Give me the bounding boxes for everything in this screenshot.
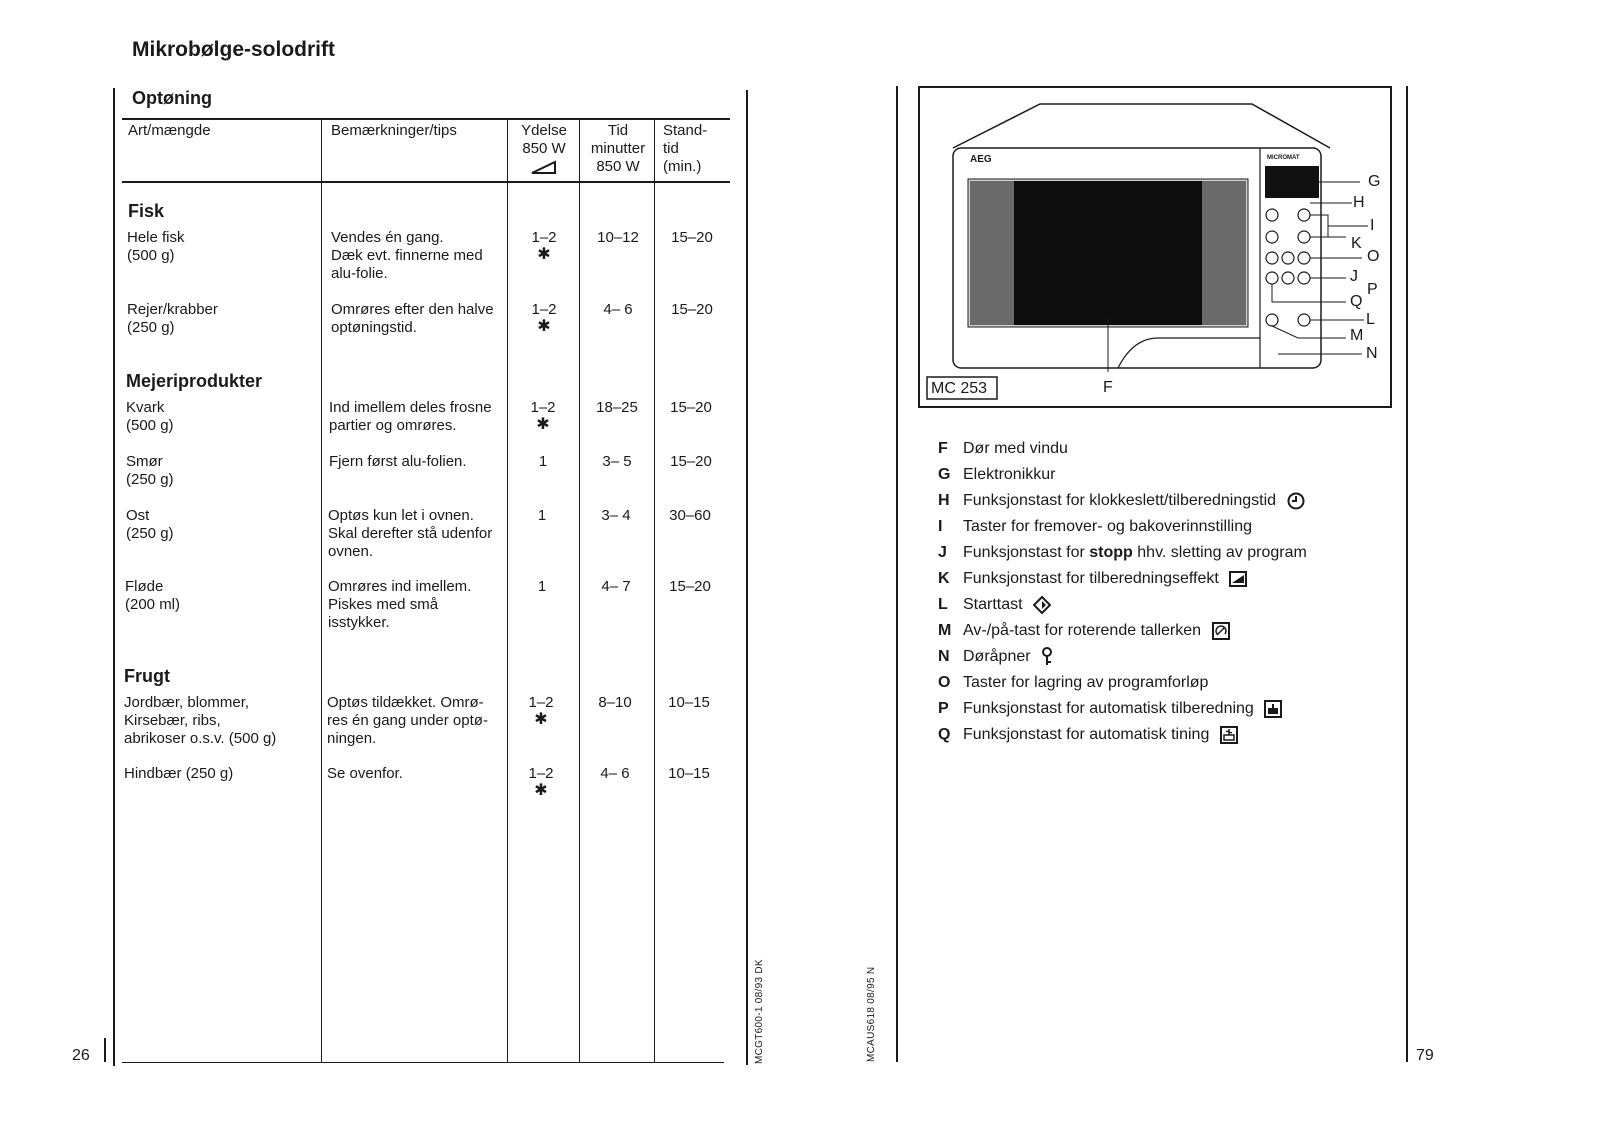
legend-item — [938, 490, 1305, 512]
legend-text: Elektronikkur — [963, 466, 1056, 483]
turntable-icon — [1212, 622, 1230, 640]
right-table-rule — [746, 90, 748, 1065]
legend-text: Dør med vindu — [963, 440, 1068, 457]
auto-defrost-icon — [1220, 726, 1238, 744]
row-ydelse: 1–2 ✱ — [507, 765, 575, 799]
row-art: Hele fisk (500 g) — [127, 229, 185, 264]
legend-item — [938, 542, 1307, 564]
diagram-label-o: O — [1367, 248, 1380, 265]
legend-text: Funksjonstast for automatisk tining — [963, 726, 1210, 743]
legend-key: K — [938, 570, 950, 587]
legend-key: O — [938, 674, 951, 691]
diagram-label-l: L — [1366, 311, 1375, 328]
model-label: MC 253 — [931, 380, 988, 397]
row-tips: Omrøres ind imellem. Piskes med små isstykker. — [328, 578, 472, 631]
legend-key: P — [938, 700, 949, 717]
legend-text: Funksjonstast for — [963, 544, 1090, 561]
row-ydelse: 1–2 ✱ — [509, 399, 577, 433]
table-top-rule — [122, 118, 730, 120]
diagram-label-f: F — [1103, 379, 1113, 396]
page-number-rule — [104, 1038, 106, 1062]
row-tips: Ind imellem deles frosne partier og omrøres. — [329, 399, 492, 434]
column-divider-tips — [321, 118, 322, 1062]
row-tips: Omrøres efter den halve optøningstid. — [331, 301, 494, 336]
legend-key: N — [938, 648, 950, 665]
category-mejeri: Mejeriprodukter — [126, 371, 263, 391]
clock-icon — [1287, 492, 1305, 510]
legend-key: H — [938, 492, 950, 509]
legend-item — [938, 646, 1053, 668]
diagram-label-m: M — [1350, 327, 1364, 344]
page-number-right: 79 — [1416, 1047, 1434, 1064]
legend-key: I — [938, 518, 943, 535]
row-tid: 3– 4 — [601, 507, 631, 524]
legend-item — [938, 672, 1208, 694]
row-tips: Fjern først alu-folien. — [329, 453, 467, 470]
row-tid: 8–10 — [598, 694, 632, 711]
legend-item — [938, 438, 1068, 460]
row-ydelse: 1 — [537, 578, 547, 595]
section-title: Optøning — [132, 88, 212, 108]
header-stand: Stand- tid (min.) — [663, 122, 708, 175]
row-tid: 4– 6 — [603, 301, 633, 318]
row-stand: 15–20 — [670, 453, 712, 470]
row-ydelse: 1 — [538, 453, 548, 470]
table-bottom-rule — [122, 1062, 724, 1063]
row-art: Hindbær (250 g) — [124, 765, 234, 782]
legend-text: Taster for lagring av programforløp — [963, 674, 1209, 691]
page-number-left: 26 — [72, 1047, 90, 1064]
row-stand: 15–20 — [669, 578, 711, 595]
legend-text: Starttast — [963, 596, 1023, 613]
row-stand: 15–20 — [671, 229, 713, 246]
diagram-label-i: I — [1370, 217, 1375, 234]
legend-text: Døråpner — [963, 648, 1031, 665]
legend-key: Q — [938, 726, 951, 743]
legend-key: G — [938, 466, 951, 483]
row-art: Jordbær, blommer, Kirsebær, ribs, abrikoser o.s.v. (500 g) — [124, 694, 277, 747]
legend-item — [938, 698, 1282, 720]
diagram-label-p: P — [1367, 281, 1378, 298]
header-art: Art/mængde — [128, 122, 211, 139]
header-tips: Bemærkninger/tips — [331, 122, 457, 139]
diagram-label-h: H — [1353, 194, 1365, 211]
row-ydelse: 1–2 ✱ — [507, 694, 575, 728]
row-tips: Vendes én gang. Dæk evt. finnerne med alu-folie. — [331, 229, 483, 282]
page-title: Mikrobølge-solodrift — [132, 38, 335, 61]
row-stand: 15–20 — [671, 301, 713, 318]
legend-item — [938, 620, 1230, 642]
row-tid: 10–12 — [597, 229, 639, 246]
row-stand: 15–20 — [670, 399, 712, 416]
legend-text: Av-/på-tast for roterende tallerken — [963, 622, 1202, 639]
row-art: Fløde (200 ml) — [125, 578, 181, 613]
snowflake-icon: ✱ — [537, 246, 551, 263]
right-page-right-rule — [1406, 86, 1408, 1062]
panel-brand-logo: MICROMAT — [1267, 155, 1300, 161]
legend-text: Taster for fremover- og bakoverinnstilling — [963, 518, 1253, 535]
microwave-oven-illustration — [918, 86, 1390, 408]
legend-text: Funksjonstast for automatisk tilberedning — [963, 700, 1254, 717]
door-key-icon — [1041, 647, 1053, 667]
row-stand: 30–60 — [669, 507, 711, 524]
legend-item — [938, 516, 1252, 538]
row-art: Kvark (500 g) — [126, 399, 174, 434]
category-fisk: Fisk — [128, 201, 165, 221]
header-tid: Tid minutter 850 W — [590, 122, 646, 175]
power-symbol-icon — [530, 160, 558, 176]
left-margin-rule — [113, 88, 115, 1066]
legend-item — [938, 464, 1055, 486]
right-page-left-rule — [896, 86, 898, 1062]
row-ydelse: 1 — [537, 507, 547, 524]
legend-text: Funksjonstast for klokkeslett/tilberedningstid — [963, 492, 1277, 509]
legend-text: hhv. sletting av program — [1132, 544, 1307, 561]
legend-text-bold: stopp — [1089, 544, 1133, 561]
snowflake-icon: ✱ — [534, 782, 548, 799]
row-tid: 18–25 — [596, 399, 638, 416]
diagram-label-q: Q — [1350, 293, 1363, 310]
row-art: Smør (250 g) — [126, 453, 174, 488]
row-tid: 4– 6 — [600, 765, 630, 782]
legend-text: Funksjonstast for tilberedningseffekt — [963, 570, 1219, 587]
snowflake-icon: ✱ — [537, 318, 551, 335]
legend-item — [938, 594, 1051, 616]
category-frugt: Frugt — [124, 666, 170, 686]
start-icon — [1033, 596, 1051, 614]
snowflake-icon: ✱ — [536, 416, 550, 433]
diagram-label-n: N — [1366, 345, 1378, 362]
legend-item — [938, 568, 1247, 590]
diagram-label-j: J — [1350, 268, 1358, 285]
row-tips: Optøs tildækket. Omrø- res én gang under optø- ningen. — [327, 694, 488, 747]
row-ydelse: 1–2 ✱ — [510, 229, 578, 263]
document-code-left: MCGT600-1 08/93 DK — [754, 959, 765, 1064]
legend-key: L — [938, 596, 948, 613]
row-tid: 3– 5 — [602, 453, 632, 470]
legend-item — [938, 724, 1238, 746]
table-header-rule — [122, 181, 730, 183]
power-icon — [1229, 571, 1247, 587]
row-art: Rejer/krabber (250 g) — [127, 301, 218, 336]
row-tid: 4– 7 — [601, 578, 631, 595]
legend-key: M — [938, 622, 952, 639]
diagram-label-k: K — [1351, 235, 1362, 252]
snowflake-icon: ✱ — [534, 711, 548, 728]
document-code-right: MCAUS618 08/95 N — [866, 966, 877, 1062]
row-tips: Se ovenfor. — [327, 765, 403, 782]
row-stand: 10–15 — [668, 694, 710, 711]
row-art: Ost (250 g) — [126, 507, 174, 542]
row-ydelse: 1–2 ✱ — [510, 301, 578, 335]
legend-key: J — [938, 544, 947, 561]
header-ydelse: Ydelse 850 W — [521, 122, 567, 157]
row-stand: 10–15 — [668, 765, 710, 782]
brand-logo: AEG — [970, 154, 992, 165]
auto-cook-icon — [1264, 700, 1282, 718]
legend-key: F — [938, 440, 948, 457]
row-tips: Optøs kun let i ovnen. Skal derefter stå udenfor ovnen. — [328, 507, 493, 560]
diagram-label-g: G — [1368, 173, 1381, 190]
